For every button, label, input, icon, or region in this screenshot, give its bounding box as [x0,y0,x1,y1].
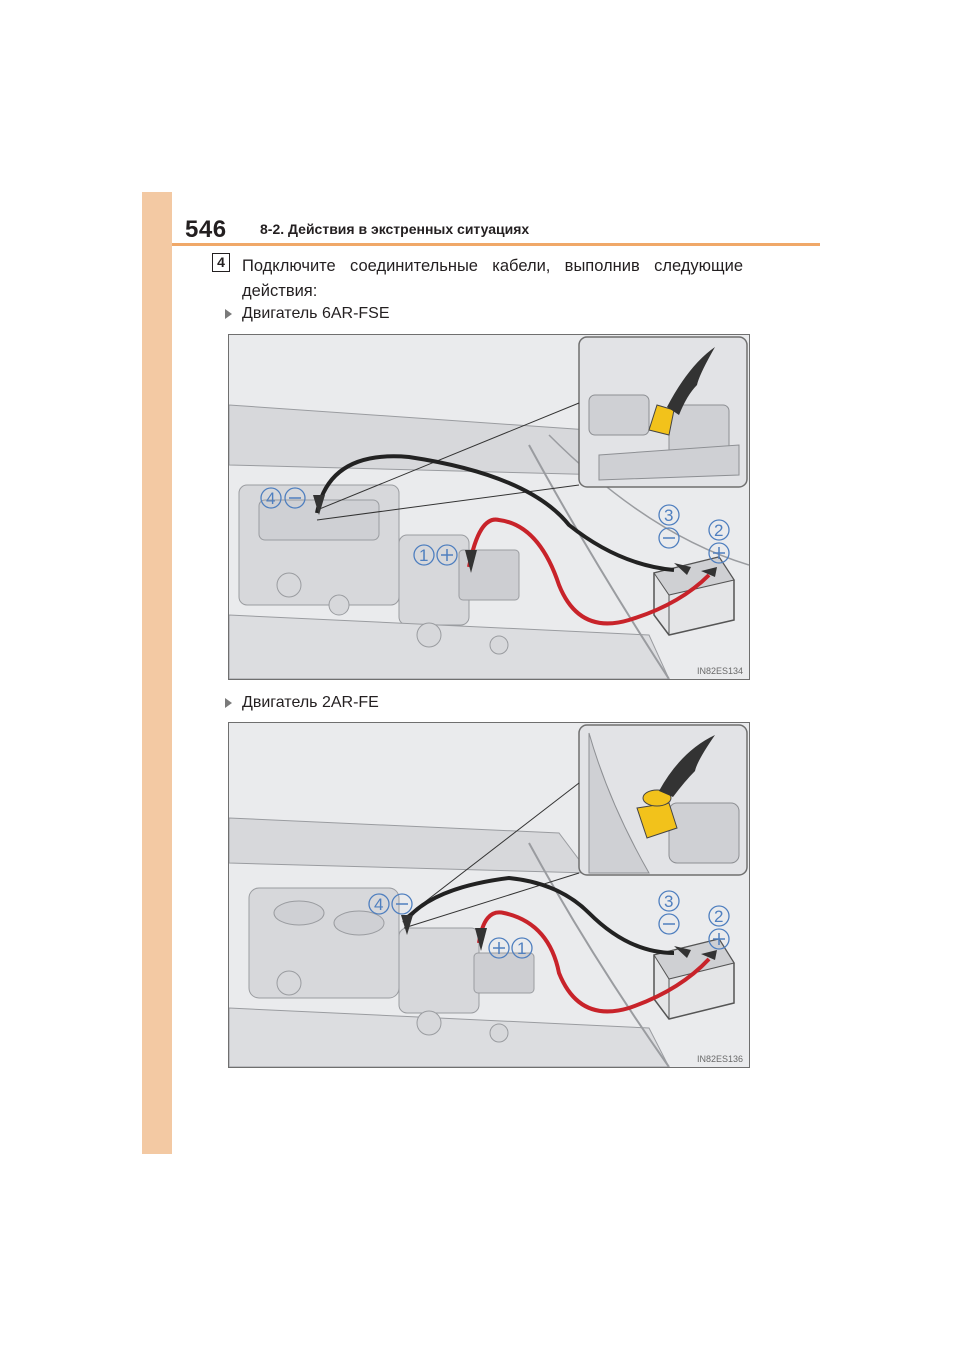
jump-start-figure-2ar-fe [228,722,750,1068]
variant-label-text: Двигатель 6AR-FSE [242,305,390,322]
figure-code: IN82ES134 [696,666,743,676]
variant-label-2ar-fe [225,694,379,712]
engine-bay-illustration [229,723,749,1067]
bullet-triangle-icon [225,309,232,319]
engine-bay-illustration [229,335,749,679]
callout-3: 3 [664,506,674,525]
callout-4: 4 [266,489,276,508]
step-instruction: Подключите соединительные кабели, выполнив следующие действия: [242,257,743,300]
header-rule [172,243,820,246]
page-number: 546 [185,216,227,243]
variant-label-6ar-fse [225,305,390,323]
variant-label-text: Двигатель 2AR-FE [242,694,379,711]
step-number-badge: 4 [212,253,230,272]
callout-1: 1 [517,939,527,958]
callout-3: 3 [664,892,674,911]
callout-4: 4 [374,895,384,914]
callout-1: 1 [419,546,429,565]
jump-start-figure-6ar-fse [228,334,750,680]
callout-2: 2 [714,521,724,540]
bullet-triangle-icon [225,698,232,708]
side-tab-band [142,192,172,1154]
section-title: 8-2. Действия в экстренных ситуациях [260,221,530,237]
callout-2: 2 [714,907,724,926]
figure-code: IN82ES136 [696,1054,743,1064]
